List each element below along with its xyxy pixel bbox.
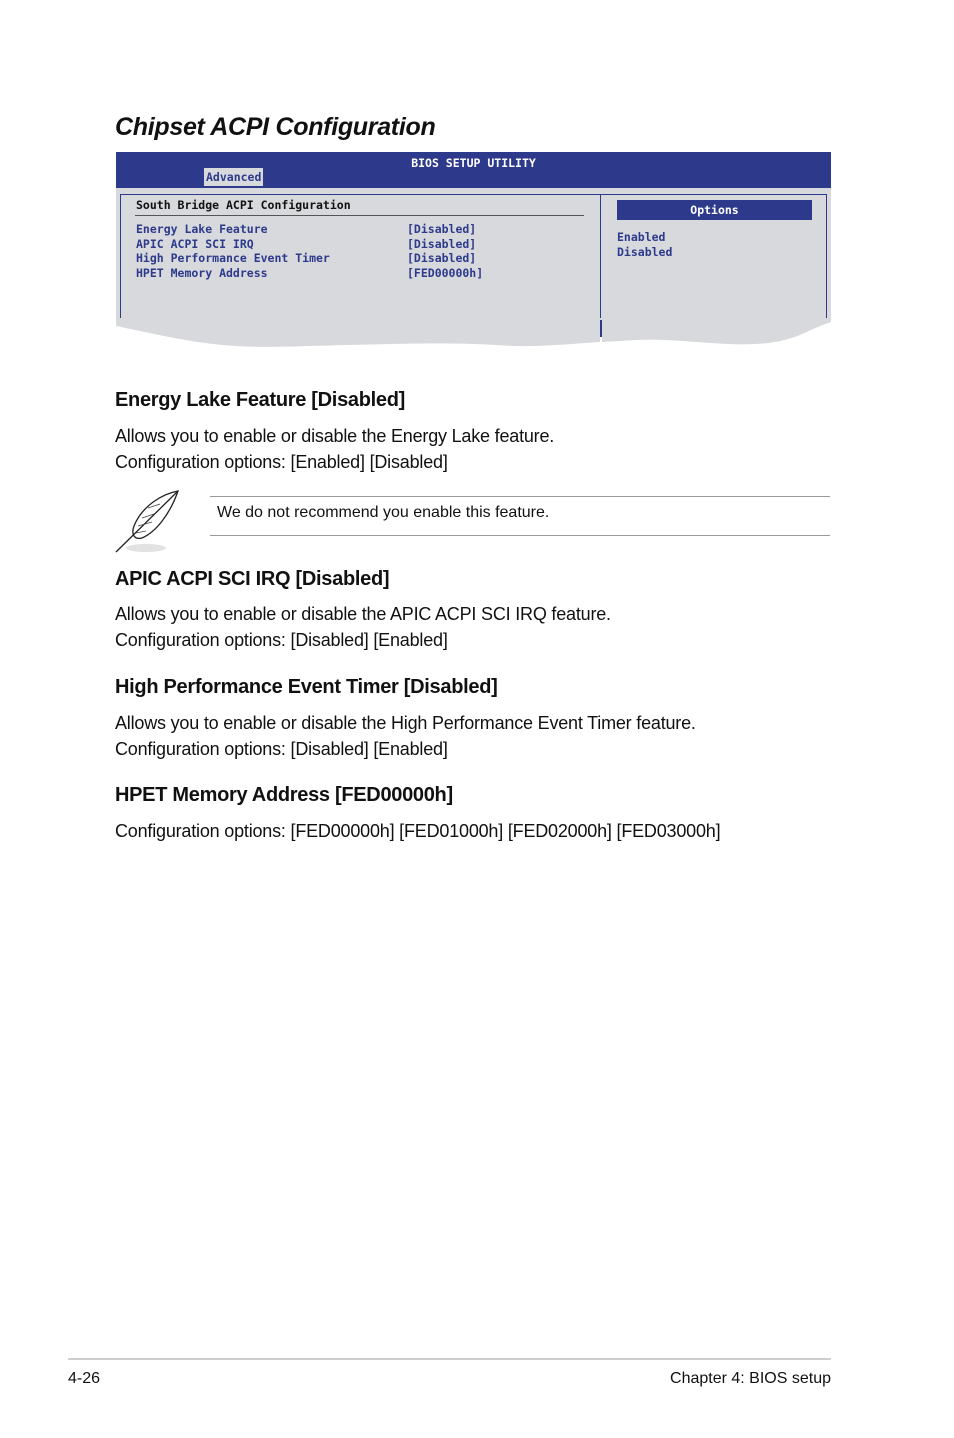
bios-header (116, 152, 831, 188)
note-text: We do not recommend you enable this feature. (217, 504, 550, 521)
setting-value: [Disabled] (407, 251, 477, 265)
section-text: Configuration options: [Enabled] [Disabled] (115, 452, 448, 472)
setting-value: [FED00000h] (407, 266, 484, 280)
section-text: Allows you to enable or disable the High Performance Event Timer feature. (115, 713, 696, 733)
section-text: Allows you to enable or disable the Energy Lake feature. (115, 426, 555, 446)
footer-rule (68, 1358, 831, 1360)
page-title: Chipset ACPI Configuration (115, 113, 436, 141)
tab-advanced[interactable]: Advanced (206, 170, 262, 184)
setting-value: [Disabled] (407, 237, 477, 251)
section-heading-hpet-timer: High Performance Event Timer [Disabled] (115, 676, 498, 698)
section-text: Allows you to enable or disable the APIC ACPI SCI IRQ feature. (115, 604, 611, 624)
setting-apic-acpi-sci-irq[interactable] (136, 237, 556, 252)
chapter-label: Chapter 4: BIOS setup (670, 1370, 831, 1387)
setting-label: Energy Lake Feature (136, 222, 268, 236)
feather-icon (112, 488, 182, 556)
torn-edge (116, 318, 831, 348)
section-text: Configuration options: [Disabled] [Enabled] (115, 630, 448, 650)
section-heading-apic-acpi-sci-irq: APIC ACPI SCI IRQ [Disabled] (115, 568, 390, 590)
setting-label: APIC ACPI SCI IRQ (136, 237, 254, 251)
page-number: 4-26 (68, 1370, 101, 1387)
panel-heading-divider (135, 215, 584, 216)
frame-left (120, 194, 121, 318)
frame-top (120, 194, 827, 195)
bios-body (116, 188, 831, 320)
note-rule-bottom (210, 535, 830, 536)
setting-hpet-timer[interactable] (136, 251, 556, 266)
panel-heading: South Bridge ACPI Configuration (136, 198, 351, 212)
setting-energy-lake[interactable] (136, 222, 556, 237)
section-text: Configuration options: [FED00000h] [FED01000h] [FED02000h] [FED03000h] (115, 821, 721, 841)
setting-label: HPET Memory Address (136, 266, 268, 280)
option-disabled[interactable]: Disabled (617, 245, 673, 259)
section-heading-energy-lake: Energy Lake Feature [Disabled] (115, 389, 405, 411)
section-text: Configuration options: [Disabled] [Enabled] (115, 739, 448, 759)
setting-hpet-memory-address[interactable] (136, 266, 556, 281)
setting-value: [Disabled] (407, 222, 477, 236)
frame-divider (600, 194, 601, 318)
note-rule-top (210, 496, 830, 497)
section-heading-hpet-memory-address: HPET Memory Address [FED00000h] (115, 784, 453, 806)
setting-label: High Performance Event Timer (136, 251, 330, 265)
bios-title: BIOS SETUP UTILITY (411, 156, 536, 170)
frame-right (826, 194, 827, 318)
option-enabled[interactable]: Enabled (617, 230, 666, 244)
bios-screenshot (116, 152, 831, 352)
options-heading: Options (617, 200, 812, 220)
